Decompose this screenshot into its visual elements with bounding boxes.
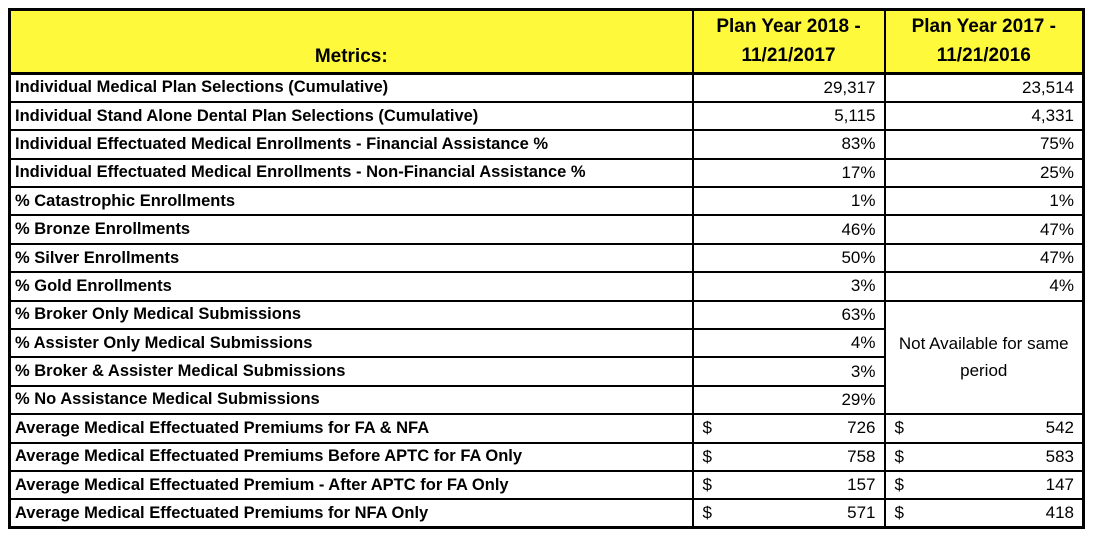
metric-cell: % Catastrophic Enrollments <box>10 187 693 215</box>
dollar-sign: $ <box>702 475 712 495</box>
py2018-currency-cell <box>693 414 885 442</box>
table-row <box>10 244 1084 272</box>
py2018-value-cell: 29,317 <box>693 74 885 102</box>
py2018-value-cell: 83% <box>693 130 885 158</box>
py2018-amount: 157 <box>847 475 876 495</box>
py2017-value-cell: 23,514 <box>885 74 1084 102</box>
py2017-currency-cell <box>885 414 1084 442</box>
table-row <box>10 215 1084 243</box>
header-plan-2017-line2: 11/21/2016 <box>936 44 1031 66</box>
metrics-table <box>8 8 1085 529</box>
py2018-value-cell: 3% <box>693 357 885 385</box>
py2017-value-cell: 4,331 <box>885 102 1084 130</box>
py2017-amount: 147 <box>1045 475 1074 495</box>
table-row <box>10 414 1084 442</box>
table-row <box>10 130 1084 158</box>
py2017-currency-cell <box>885 499 1084 527</box>
not-available-note: Not Available for same period <box>898 334 1069 381</box>
py2018-value-cell: 5,115 <box>693 102 885 130</box>
metric-cell: % Gold Enrollments <box>10 272 693 300</box>
py2017-value-cell: 47% <box>885 215 1084 243</box>
header-metrics-label: Metrics: <box>314 46 388 67</box>
metric-cell: Average Medical Effectuated Premium - After APTC for FA Only <box>10 471 693 499</box>
py2017-currency-cell <box>885 471 1084 499</box>
metric-cell: Individual Stand Alone Dental Plan Selections (Cumulative) <box>10 102 693 130</box>
py2017-value-cell: 4% <box>885 272 1084 300</box>
dollar-sign: $ <box>702 418 712 438</box>
not-available-cell <box>885 301 1084 415</box>
dollar-sign: $ <box>894 503 904 523</box>
table-row <box>10 443 1084 471</box>
py2017-value-cell: 25% <box>885 159 1084 187</box>
header-plan-year-2017 <box>885 10 1084 74</box>
header-row <box>10 10 1084 74</box>
py2018-value-cell: 3% <box>693 272 885 300</box>
py2017-value-cell: 1% <box>885 187 1084 215</box>
dollar-sign: $ <box>894 418 904 438</box>
header-plan-2017-line1: Plan Year 2017 - <box>911 16 1056 37</box>
py2018-amount: 571 <box>847 503 876 523</box>
metric-cell: % Bronze Enrollments <box>10 215 693 243</box>
py2018-amount: 726 <box>847 418 876 438</box>
metric-cell: Individual Effectuated Medical Enrollments - Non-Financial Assistance % <box>10 159 693 187</box>
metric-cell: % Assister Only Medical Submissions <box>10 329 693 357</box>
py2018-currency-cell <box>693 499 885 527</box>
metric-cell: Average Medical Effectuated Premiums Before APTC for FA Only <box>10 443 693 471</box>
py2018-value-cell: 4% <box>693 329 885 357</box>
metric-cell: Individual Effectuated Medical Enrollments - Financial Assistance % <box>10 130 693 158</box>
py2017-value-cell: 75% <box>885 130 1084 158</box>
header-plan-year-2018 <box>693 10 885 74</box>
py2017-amount: 542 <box>1045 418 1074 438</box>
dollar-sign: $ <box>702 503 712 523</box>
table-row <box>10 74 1084 102</box>
table-row <box>10 272 1084 300</box>
metric-cell: % No Assistance Medical Submissions <box>10 386 693 414</box>
table-row <box>10 499 1084 527</box>
py2018-value-cell: 46% <box>693 215 885 243</box>
py2017-value-cell: 47% <box>885 244 1084 272</box>
py2018-value-cell: 1% <box>693 187 885 215</box>
py2018-value-cell: 17% <box>693 159 885 187</box>
table-row <box>10 471 1084 499</box>
py2018-value-cell: 63% <box>693 301 885 329</box>
py2017-amount: 583 <box>1045 446 1074 466</box>
metric-cell: Individual Medical Plan Selections (Cumulative) <box>10 74 693 102</box>
table-row <box>10 187 1084 215</box>
py2017-amount: 418 <box>1045 503 1074 523</box>
header-metrics <box>10 10 693 74</box>
py2018-currency-cell <box>693 443 885 471</box>
py2018-value-cell: 50% <box>693 244 885 272</box>
metric-cell: Average Medical Effectuated Premiums for FA & NFA <box>10 414 693 442</box>
metric-cell: Average Medical Effectuated Premiums for NFA Only <box>10 499 693 527</box>
dollar-sign: $ <box>894 475 904 495</box>
dollar-sign: $ <box>702 446 712 466</box>
table-row <box>10 159 1084 187</box>
py2018-amount: 758 <box>847 446 876 466</box>
dollar-sign: $ <box>894 446 904 466</box>
py2018-currency-cell <box>693 471 885 499</box>
py2017-currency-cell <box>885 443 1084 471</box>
table-row <box>10 102 1084 130</box>
py2018-value-cell: 29% <box>693 386 885 414</box>
header-plan-2018-line1: Plan Year 2018 - <box>716 16 861 37</box>
table-row <box>10 301 1084 329</box>
header-plan-2018-line2: 11/21/2017 <box>741 44 836 66</box>
metric-cell: % Broker Only Medical Submissions <box>10 301 693 329</box>
metric-cell: % Broker & Assister Medical Submissions <box>10 357 693 385</box>
metric-cell: % Silver Enrollments <box>10 244 693 272</box>
